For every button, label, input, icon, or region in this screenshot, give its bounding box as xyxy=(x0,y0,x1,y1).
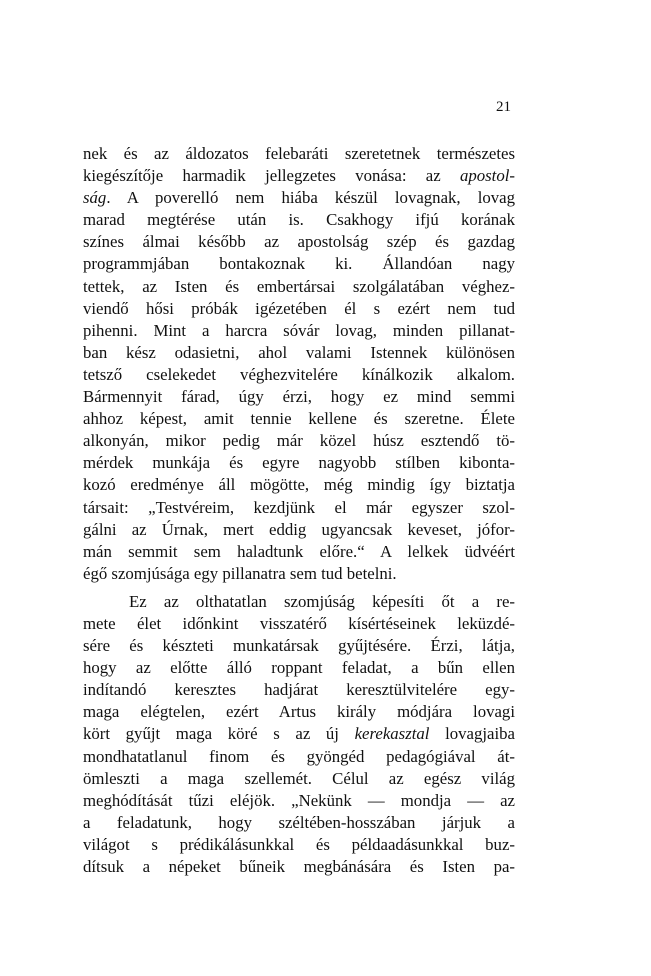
text-run: Ez az olthatatlan szomjúság képesíti őt a re- xyxy=(129,591,515,611)
text-line xyxy=(83,723,515,745)
text-line xyxy=(83,187,515,209)
text-line xyxy=(83,701,515,723)
italic-text: apostol- xyxy=(459,166,515,186)
paragraph xyxy=(83,591,515,878)
text-run: pihenni. Mint a harcra sóvár lovag, minden pillanat- xyxy=(83,320,515,340)
text-line xyxy=(83,298,515,320)
text-run: viendő hősi próbák igézetében él s ezért nem tud xyxy=(83,298,515,318)
text-run: maga elégtelen, ezért Artus király módjára lovagi xyxy=(83,702,515,722)
text-line xyxy=(83,679,515,701)
text-line xyxy=(83,768,515,790)
text-run: tettek, az Isten és embertársai szolgálatában véghez- xyxy=(83,276,515,296)
text-run: a feladatunk, hogy széltében-hosszában járjuk a xyxy=(83,812,515,832)
body-text xyxy=(83,143,515,878)
text-run: marad megtérése után is. Csakhogy ifjú korának xyxy=(83,210,515,230)
text-line xyxy=(83,613,515,635)
text-run: Bármennyit fárad, úgy érzi, hogy ez mind semmi xyxy=(83,387,515,407)
text-line xyxy=(83,143,515,165)
text-line xyxy=(83,253,515,275)
text-run: programmjában bontakoznak ki. Állandóan nagy xyxy=(83,254,515,274)
text-run: . A poverelló nem hiába készül lovagnak, lovag xyxy=(106,188,515,208)
text-line xyxy=(83,342,515,364)
text-line xyxy=(83,386,515,408)
text-run: mérdek munkája és egyre nagyobb stílben kibonta- xyxy=(83,453,515,473)
text-line xyxy=(83,657,515,679)
text-line xyxy=(83,320,515,342)
text-run: ahhoz képest, amit tennie kellene és szeretne. Élete xyxy=(83,409,515,429)
text-run: világot s prédikálásunkkal és példaadásunkkal buz- xyxy=(83,834,515,854)
text-line xyxy=(83,430,515,452)
text-run: nek és az áldozatos felebaráti szeretetnek természetes xyxy=(83,144,515,163)
text-line xyxy=(83,790,515,812)
text-run: hogy az előtte álló roppant feladat, a bűn ellen xyxy=(83,658,515,678)
text-line xyxy=(83,165,515,187)
text-line xyxy=(83,519,515,541)
text-run: lovagjaiba xyxy=(429,724,515,744)
text-line xyxy=(83,591,515,613)
paragraph xyxy=(83,143,515,585)
text-run: tetsző cselekedet véghezvitelére kínálkozik alkalom. xyxy=(83,364,515,384)
text-line xyxy=(83,541,515,563)
text-line xyxy=(83,563,515,585)
text-run: színes álmai később az apostolság szép és gazdag xyxy=(83,232,515,252)
text-run: mán semmit sem haladtunk előre.“ A lelkek üdvéért xyxy=(83,541,515,561)
text-line xyxy=(83,231,515,253)
text-run: kört gyűjt maga köré s az új xyxy=(83,724,355,744)
text-run: társait: „Testvéreim, kezdjünk el már egyszer szol- xyxy=(83,497,515,517)
text-line xyxy=(83,856,515,878)
text-run: kiegészítője harmadik jellegzetes vonása: az xyxy=(83,166,460,186)
text-run: ban kész odasietni, ahol valami Istennek különösen xyxy=(83,342,515,362)
text-line xyxy=(83,746,515,768)
text-line xyxy=(83,474,515,496)
text-line xyxy=(83,209,515,231)
text-line xyxy=(83,364,515,386)
italic-text: ság xyxy=(83,188,107,208)
text-run: sére és készteti munkatársak gyűjtésére. Érzi, látja, xyxy=(83,636,515,656)
text-line xyxy=(83,497,515,519)
text-run: égő szomjúsága egy pillanatra sem tud betelni. xyxy=(83,563,397,583)
italic-text: kerekasztal xyxy=(354,724,430,744)
text-run: mondhatatlanul finom és gyöngéd pedagógiával át- xyxy=(83,746,515,766)
text-line xyxy=(83,408,515,430)
text-run: meghódítását tűzi eléjök. „Nekünk — mondja — az xyxy=(83,790,515,810)
page-number: 21 xyxy=(496,99,511,115)
text-line xyxy=(83,834,515,856)
text-line xyxy=(83,635,515,657)
text-run: kozó eredménye áll mögötte, még mindig így biztatja xyxy=(83,475,515,495)
text-run: ömleszti a maga szellemét. Célul az egész világ xyxy=(83,768,515,788)
text-run: indítandó keresztes hadjárat keresztülvitelére egy- xyxy=(83,680,515,700)
text-line xyxy=(83,276,515,298)
text-run: gálni az Úrnak, mert eddig ugyancsak keveset, jófor- xyxy=(83,519,515,539)
text-line xyxy=(83,452,515,474)
text-line xyxy=(83,812,515,834)
text-run: dítsuk a népeket bűneik megbánására és Isten pa- xyxy=(83,857,515,876)
text-run: alkonyán, mikor pedig már közel húsz esztendő tö- xyxy=(83,431,515,451)
text-run: mete élet időnkint visszatérő kísértéseinek leküzdé- xyxy=(83,613,515,633)
